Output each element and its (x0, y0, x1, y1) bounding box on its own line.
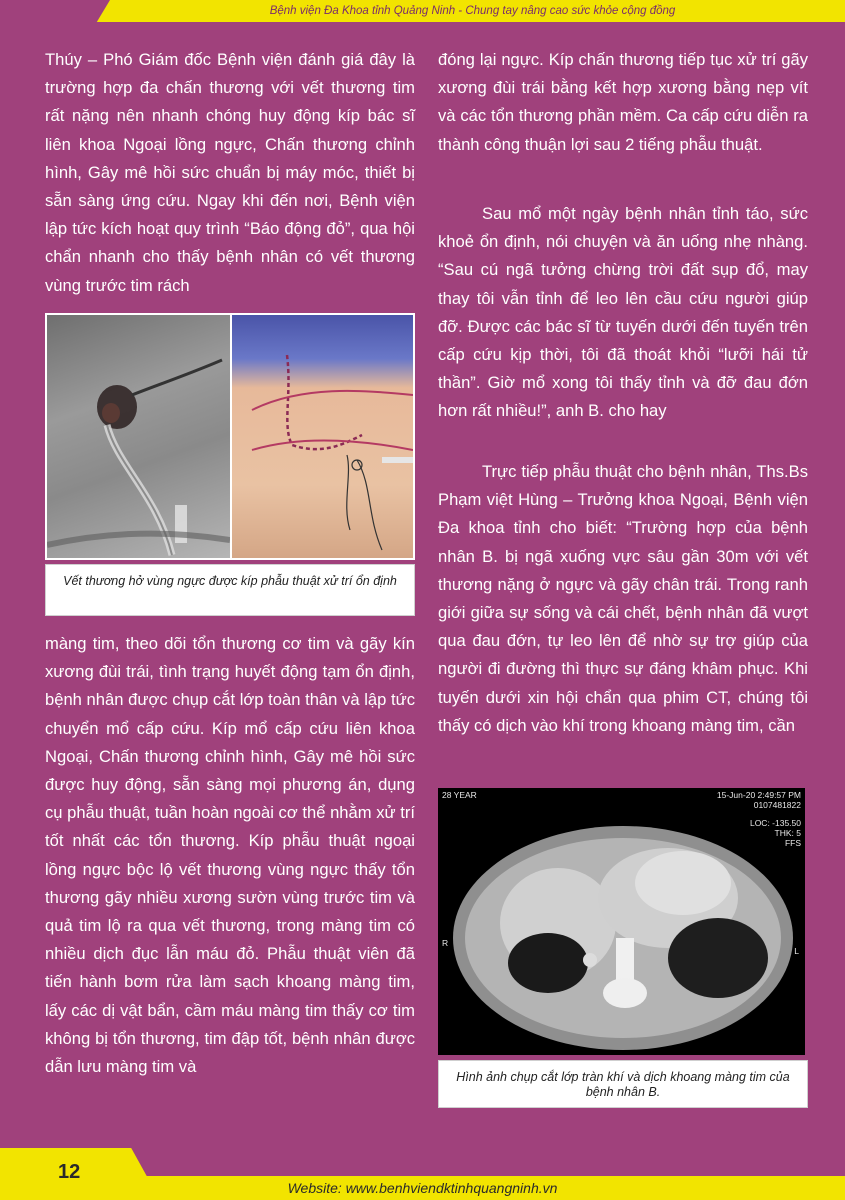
ct-scan-image (438, 788, 805, 1055)
right-column-bottom (438, 458, 808, 740)
ct-scan-caption (438, 1060, 808, 1108)
page-number: 12 (58, 1161, 81, 1183)
website-link[interactable]: Website: www.benhviendktinhquangninh.vn (287, 1180, 558, 1196)
right-column-top (438, 46, 808, 159)
ct-overlay-mode: FFS (784, 838, 801, 848)
body-paragraph: Trực tiếp phẫu thuật cho bệnh nhân, Ths.Bs Phạm việt Hùng – Trưởng khoa Ngoại, Bệnh viện Đa khoa tỉnh cho biết: “Trường hợp của bệnh nhân B. bị ngã xuống vực sâu gần 30m với vết thương nặng ở ngực và gãy chân trái. Trong ranh giới giữa sự sống và cái chết, bệnh nhân đã vượt qua đau đớn, tự leo lên để nhờ sự trợ giúp của người đi đường thì thực sự đáng khâm phục. Khi tuyến dưới xin hội chẩn qua phim CT, chúng tôi thấy có dịch vào khí trong khoang màng tim, cần (438, 462, 808, 735)
ct-scan-caption-text: Hình ảnh chụp cắt lớp tràn khí và dịch khoang màng tim của bệnh nhân B. (456, 1070, 790, 1099)
ct-overlay-id: 0107481822 (753, 800, 801, 810)
ct-scan-drawing (438, 788, 805, 1055)
wound-photo-before (47, 315, 230, 558)
wound-photo-after-drawing (232, 315, 413, 558)
wound-photo-before-drawing (47, 315, 230, 558)
left-column-bottom (45, 630, 415, 1081)
ct-overlay-age: 28 YEAR (442, 790, 477, 800)
running-header (0, 0, 845, 22)
ct-overlay-thk: THK: 5 (774, 828, 801, 838)
wound-photo-caption (45, 564, 415, 616)
ct-overlay-right-marker: R (442, 938, 449, 948)
body-paragraph: Sau mổ một ngày bệnh nhân tỉnh táo, sức khoẻ ổn định, nói chuyện và ăn uống nhẹ nhàng. “Sau cú ngã tưởng chừng trời đất sụp đổ, may thay tôi vẫn tỉnh để leo lên cầu cứu người giúp đỡ. Được các bác sĩ từ tuyến dưới đến tuyến trên cấp cứu kịp thời, tôi đã thoát khỏi “lưỡi hái tử thần”. Giờ mổ xong tôi thấy tỉnh và đỡ đau đớn hơn rất nhiều!”, anh B. cho hay (438, 204, 808, 421)
body-paragraph: Thúy – Phó Giám đốc Bệnh viện đánh giá đây là trường hợp đa chấn thương với vết thương tim rất nặng nên nhanh chóng huy động kíp bác sĩ liên khoa Ngoại lồng ngực, Chấn thương chỉnh hình, Gây mê hồi sức chuẩn bị máy móc, thiết bị sẵn sàng ứng cứu. Ngay khi đến nơi, Bệnh viện lập tức kích hoạt quy trình “Báo động đỏ”, qua hội chẩn nhanh cho thấy bệnh nhân có vết thương vùng trước tim rách (45, 50, 415, 295)
left-column-top (45, 46, 415, 300)
body-paragraph: màng tim, theo dõi tổn thương cơ tim và gãy kín xương đùi trái, tình trạng huyết động tạm ổn định, bệnh nhân được chụp cắt lớp toàn thân và lập tức chuyển mổ cấp cứu. Kíp mổ cấp cứu liên khoa Ngoại, Chấn thương chỉnh hình, Gây mê hồi sức được huy động, sẵn sàng mọi phương án, dụng cụ phẫu thuật, tuần hoàn ngoài cơ thể nhằm xử trí tốt nhất các tổn thương. Kíp phẫu thuật ngoại lồng ngực bộc lộ vết thương vùng ngực thấy tổn thương gãy nhiều xương sườn vùng trước tim và quả tim lộ ra qua vết thương, trong màng tim có nhiều dịch đục lẫn máu đỏ. Phẫu thuật viên đã tiến hành bơm rửa làm sạch khoang màng tim, lấy các dị vật bẩn, cầm máu màng tim thấy cơ tim không bị tổn thương, tim đập tốt, bệnh nhân được dẫn lưu màng tim và (45, 634, 415, 1077)
running-header-text: Bệnh viện Đa Khoa tỉnh Quảng Ninh - Chung tay nâng cao sức khỏe cộng đồng (269, 5, 676, 17)
wound-photo-caption-text: Vết thương hở vùng ngực được kíp phẫu thuật xử trí ổn định (63, 574, 397, 588)
wound-photo-after (232, 315, 413, 558)
ct-overlay-left-marker: L (794, 946, 799, 956)
right-column-middle (438, 200, 808, 426)
ct-overlay-loc: LOC: -135.50 (749, 818, 801, 828)
ct-overlay-date: 15-Jun-20 2:49:57 PM (716, 790, 801, 800)
wound-photo-figure (45, 313, 415, 560)
body-paragraph: đóng lại ngực. Kíp chấn thương tiếp tục xử trí gãy xương đùi trái bằng kết hợp xương bằng nẹp vít và các tổn thương phần mềm. Ca cấp cứu diễn ra thành công thuận lợi sau 2 tiếng phẫu thuật. (438, 50, 808, 154)
